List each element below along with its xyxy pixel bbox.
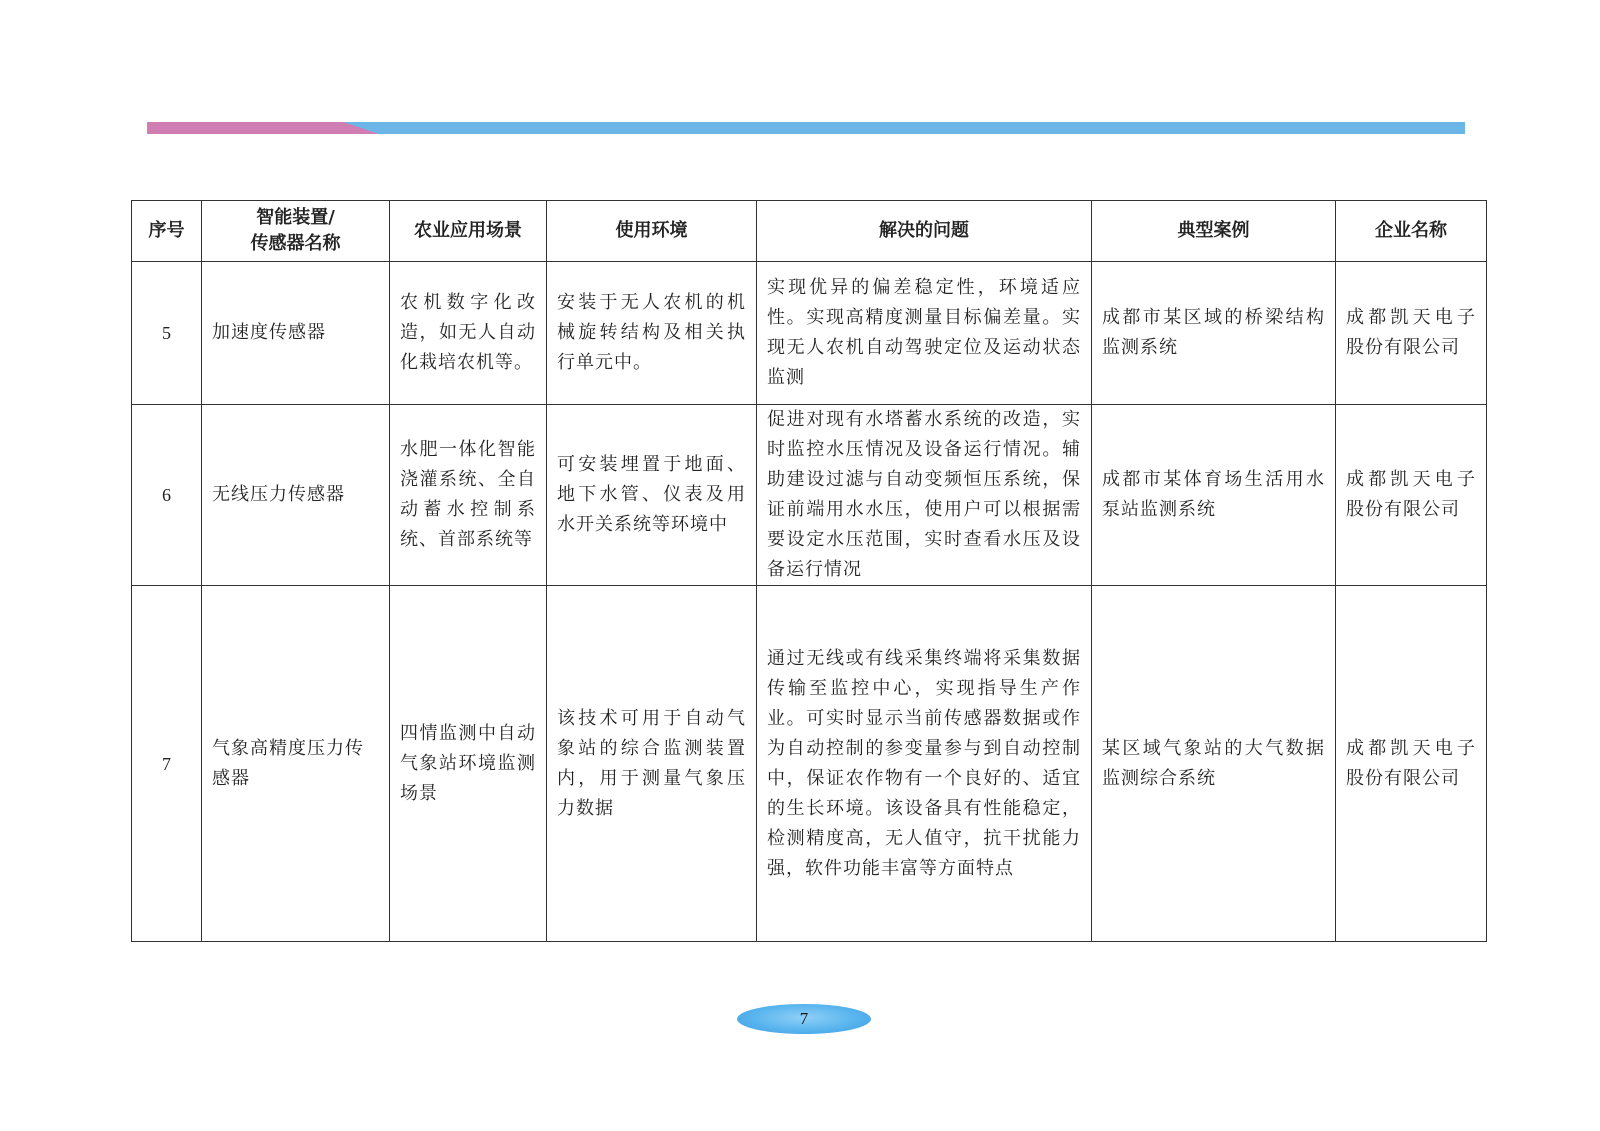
cell-company: 成都凯天电子股份有限公司: [1336, 405, 1487, 586]
table-header-row: [132, 201, 1487, 262]
cell-case: 成都市某体育场生活用水泵站监测系统: [1092, 405, 1336, 586]
cell-environment: 该技术可用于自动气象站的综合监测装置内，用于测量气象压力数据: [547, 586, 757, 942]
page-number: 7: [799, 1009, 809, 1028]
cell-problem: 促进对现有水塔蓄水系统的改造，实时监控水压情况及设备运行情况。辅助建设过滤与自动变频恒压系统，保证前端用水水压，使用户可以根据需要设定水压范围，实时查看水压及设备运行情况: [757, 405, 1092, 586]
cell-scenario: 四情监测中自动气象站环境监测场景: [390, 586, 547, 942]
header-stripe: [147, 122, 1465, 134]
header-device: [202, 201, 390, 262]
table-row: [132, 262, 1487, 405]
header-case: 典型案例: [1092, 201, 1336, 262]
cell-device: 加速度传感器: [202, 262, 390, 405]
cell-case: 某区域气象站的大气数据监测综合系统: [1092, 586, 1336, 942]
header-environment: 使用环境: [547, 201, 757, 262]
cell-problem: 通过无线或有线采集终端将采集数据传输至监控中心，实现指导生产作业。可实时显示当前传感器数据或作为自动控制的参变量参与到自动控制中，保证农作物有一个良好的、适宜的生长环境。该设备具有性能稳定，检测精度高，无人值守，抗干扰能力强，软件功能丰富等方面特点: [757, 586, 1092, 942]
header-scenario: 农业应用场景: [390, 201, 547, 262]
header-stripe-pink: [147, 122, 379, 134]
cell-problem: 实现优异的偏差稳定性，环境适应性。实现高精度测量目标偏差量。实现无人农机自动驾驶定位及运动状态监测: [757, 262, 1092, 405]
cell-seq: 7: [132, 586, 202, 942]
cell-seq: 5: [132, 262, 202, 405]
cell-environment: 可安装埋置于地面、地下水管、仪表及用水开关系统等环境中: [547, 405, 757, 586]
header-stripe-blue: [343, 122, 1465, 134]
cell-seq: 6: [132, 405, 202, 586]
cell-case: 成都市某区域的桥梁结构监测系统: [1092, 262, 1336, 405]
header-seq: 序号: [132, 201, 202, 262]
cell-device: 无线压力传感器: [202, 405, 390, 586]
header-device-line2: 传感器名称: [250, 233, 341, 254]
cell-scenario: 农机数字化改造，如无人自动化栽培农机等。: [390, 262, 547, 405]
cell-company: 成都凯天电子股份有限公司: [1336, 262, 1487, 405]
header-device-line1: 智能装置/: [256, 207, 335, 228]
table-row: [132, 405, 1487, 586]
header-company: 企业名称: [1336, 201, 1487, 262]
sensor-table: [131, 200, 1487, 942]
table-row: [132, 586, 1487, 942]
sensor-table-container: [131, 200, 1486, 942]
page-number-badge: [737, 1004, 871, 1034]
cell-company: 成都凯天电子股份有限公司: [1336, 586, 1487, 942]
header-problem: 解决的问题: [757, 201, 1092, 262]
cell-device: 气象高精度压力传感器: [202, 586, 390, 942]
cell-environment: 安装于无人农机的机械旋转结构及相关执行单元中。: [547, 262, 757, 405]
cell-scenario: 水肥一体化智能浇灌系统、全自动蓄水控制系统、首部系统等: [390, 405, 547, 586]
